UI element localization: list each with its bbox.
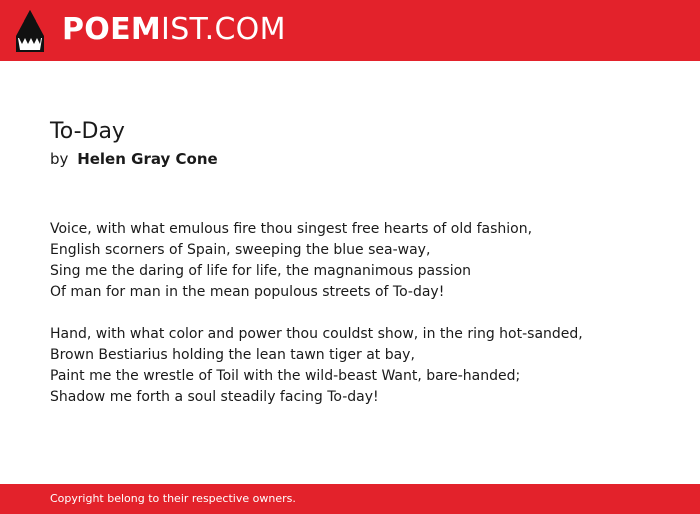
poem-line: English scorners of Spain, sweeping the blue sea-way, (50, 242, 431, 258)
pencil-tip-icon (16, 10, 44, 52)
poem-line: Voice, with what emulous fire thou singest free hearts of old fashion, (50, 221, 533, 237)
copyright-text: Copyright belong to their respective owners. (50, 492, 296, 505)
by-label: by (50, 150, 69, 168)
logo-text-light: IST.COM (161, 12, 286, 47)
poem-line: Sing me the daring of life for life, the magnanimous passion (50, 263, 472, 279)
stanza-2 (50, 324, 670, 408)
poem-body (50, 219, 670, 429)
poem-line: Hand, with what color and power thou couldst show, in the ring hot-sanded, (50, 326, 583, 342)
site-logo-link[interactable] (62, 12, 286, 48)
author-name: Helen Gray Cone (77, 150, 218, 168)
site-footer (0, 484, 700, 514)
poem-line: Of man for man in the mean populous streets of To-day! (50, 284, 445, 300)
poem-byline (50, 149, 218, 169)
poem-line: Shadow me forth a soul steadily facing To-day! (50, 389, 379, 405)
poem-line: Brown Bestiarius holding the lean tawn tiger at bay, (50, 347, 415, 363)
site-header (0, 0, 700, 61)
poem-line: Paint me the wrestle of Toil with the wild-beast Want, bare-handed; (50, 368, 521, 384)
stanza-1 (50, 219, 670, 303)
logo-text-bold: POEM (62, 12, 162, 47)
poem-title: To-Day (50, 119, 125, 144)
